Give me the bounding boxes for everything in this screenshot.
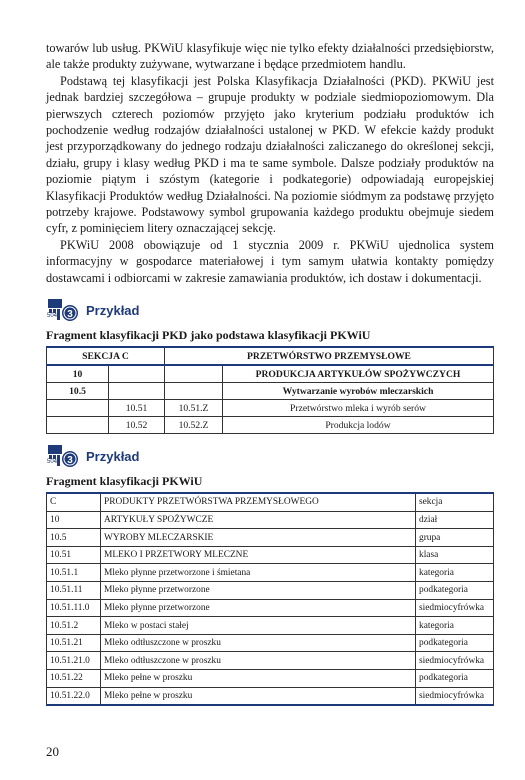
svg-text:3: 3 [67, 309, 73, 321]
cell [47, 417, 109, 434]
table-row [47, 365, 494, 383]
table-row [47, 582, 494, 600]
cell [109, 365, 165, 383]
cell-code: 10.5 [47, 529, 101, 547]
table-row [47, 670, 494, 688]
cell: 10.5 [47, 383, 109, 400]
cell-code: 10 [47, 511, 101, 529]
cell: 10.51.Z [165, 400, 223, 417]
icon-number: 504 [47, 313, 58, 320]
cell-code: 10.51.21.0 [47, 652, 101, 670]
table-caption: Fragment klasyfikacji PKD jako podstawa klasyfikacji PKWiU [46, 328, 371, 343]
cell-level: podkategoria [416, 670, 494, 688]
example-heading [46, 444, 494, 468]
table-row [47, 529, 494, 547]
cell-level: dział [416, 511, 494, 529]
cell: 10.52 [109, 417, 165, 434]
table-caption: Fragment klasyfikacji PKWiU [46, 474, 203, 489]
cell-level: podkategoria [416, 582, 494, 600]
cell-name: ARTYKUŁY SPOŻYWCZE [101, 511, 416, 529]
example-heading [46, 298, 494, 322]
cell-code: 10.51.2 [47, 617, 101, 635]
example-label: Przykład [86, 302, 140, 318]
page-content [46, 40, 494, 706]
table-row [47, 652, 494, 670]
header-title: PRZETWÓRSTWO PRZEMYSŁOWE [165, 347, 494, 365]
cell-name: Mleko płynne przetworzone [101, 599, 416, 617]
cell-code: 10.51.22.0 [47, 687, 101, 705]
table-row [47, 564, 494, 582]
cell-level: klasa [416, 546, 494, 564]
page-number: 20 [46, 744, 59, 759]
table-row [47, 417, 494, 434]
cell: Przetwórstwo mleka i wyrób serów [223, 400, 494, 417]
cell-name: Mleko w postaci stałej [101, 617, 416, 635]
cell: PRODUKCJA ARTYKUŁÓW SPOŻYWCZYCH [223, 365, 494, 383]
cell-name: WYROBY MLECZARSKIE [101, 529, 416, 547]
cell-level: grupa [416, 529, 494, 547]
cell [47, 400, 109, 417]
cell-code: 10.51.1 [47, 564, 101, 582]
table-row [47, 687, 494, 705]
table-row [47, 511, 494, 529]
cell-level: siedmiocyfrówka [416, 687, 494, 705]
body-text [46, 40, 494, 286]
header-section: SEKCJA C [47, 347, 165, 365]
paragraph: PKWiU 2008 obowiązuje od 1 stycznia 2009 r. PKWiU ujednolica system informacyjny w gospodarce materiałowej i tym samym ułatwia kontakty pomiędzy dostawcami i odbiorcami w zakresie zamawiania produktów, ich dostaw i dokumentacji. [46, 237, 494, 285]
cell: 10 [47, 365, 109, 383]
table-row [47, 400, 494, 417]
table-row [47, 493, 494, 511]
example-label: Przykład [86, 448, 140, 464]
hand-number-icon [46, 444, 82, 468]
table-row [47, 617, 494, 635]
table-row [47, 599, 494, 617]
paragraph: Podstawą tej klasyfikacji jest Polska Klasyfikacja Działalności (PKD). PKWiU jest jednak bardziej szczegółowa – grupuje produkty w podziale siedmiopoziomowym. Dla pierwszych czterech poziomów przyjęto jako kryterium podziału produktów ich pochodzenie według rodzajów działalności ustalonej w PKD. W efekcie każdy produkt jest przyporządkowany do jednego rodzaju działalności zaliczanego do określonej sekcji, działu, grupy i klasy według PKD i ma te same symbole. Dalsze podziały produktów na poziomie piątym i szóstym (kategorie i podkategorie) odpowiadają europejskiej Klasyfikacji Produktów według Działalności. Na poziomie siódmym za podstawę przyjęto potrzeby krajowe. Podstawowy symbol grupowania każdego produktu obejmuje siedem cyfr, z pominięciem litery oznaczającej sekcję. [46, 73, 494, 236]
cell: 10.51 [109, 400, 165, 417]
cell-code: 10.51.21 [47, 634, 101, 652]
hand-number-icon [46, 298, 82, 322]
cell-level: kategoria [416, 617, 494, 635]
cell-code: 10.51.11 [47, 582, 101, 600]
cell-level: sekcja [416, 493, 494, 511]
cell [109, 383, 165, 400]
cell-code: 10.51.22 [47, 670, 101, 688]
cell-name: Mleko płynne przetworzone [101, 582, 416, 600]
cell-code: C [47, 493, 101, 511]
table-row [47, 546, 494, 564]
cell-level: siedmiocyfrówka [416, 599, 494, 617]
pkd-table [46, 346, 494, 434]
table-row [47, 383, 494, 400]
cell-code: 10.51.11.0 [47, 599, 101, 617]
cell-name: Mleko pełne w proszku [101, 687, 416, 705]
cell-name: Mleko pełne w proszku [101, 670, 416, 688]
table-row [47, 634, 494, 652]
cell [165, 383, 223, 400]
cell: Wytwarzanie wyrobów mleczarskich [223, 383, 494, 400]
cell: Produkcja lodów [223, 417, 494, 434]
cell: 10.52.Z [165, 417, 223, 434]
cell-name: Mleko odtłuszczone w proszku [101, 634, 416, 652]
cell-name: MLEKO I PRZETWORY MLECZNE [101, 546, 416, 564]
icon-number: 504 [47, 459, 58, 466]
cell-name: Mleko odtłuszczone w proszku [101, 652, 416, 670]
cell-level: podkategoria [416, 634, 494, 652]
cell-code: 10.51 [47, 546, 101, 564]
table-header-row [47, 347, 494, 365]
cell-level: siedmiocyfrówka [416, 652, 494, 670]
cell-level: kategoria [416, 564, 494, 582]
svg-text:3: 3 [67, 455, 73, 467]
cell-name: PRODUKTY PRZETWÓRSTWA PRZEMYSŁOWEGO [101, 493, 416, 511]
paragraph: towarów lub usług. PKWiU klasyfikuje więc nie tylko efekty działalności przedsiębiorstw, ale także produkty zużywane, wytwarzane i będące przedmiotem handlu. [46, 41, 494, 72]
pkwiu-table [46, 492, 494, 706]
cell-name: Mleko płynne przetworzone i śmietana [101, 564, 416, 582]
cell [165, 365, 223, 383]
